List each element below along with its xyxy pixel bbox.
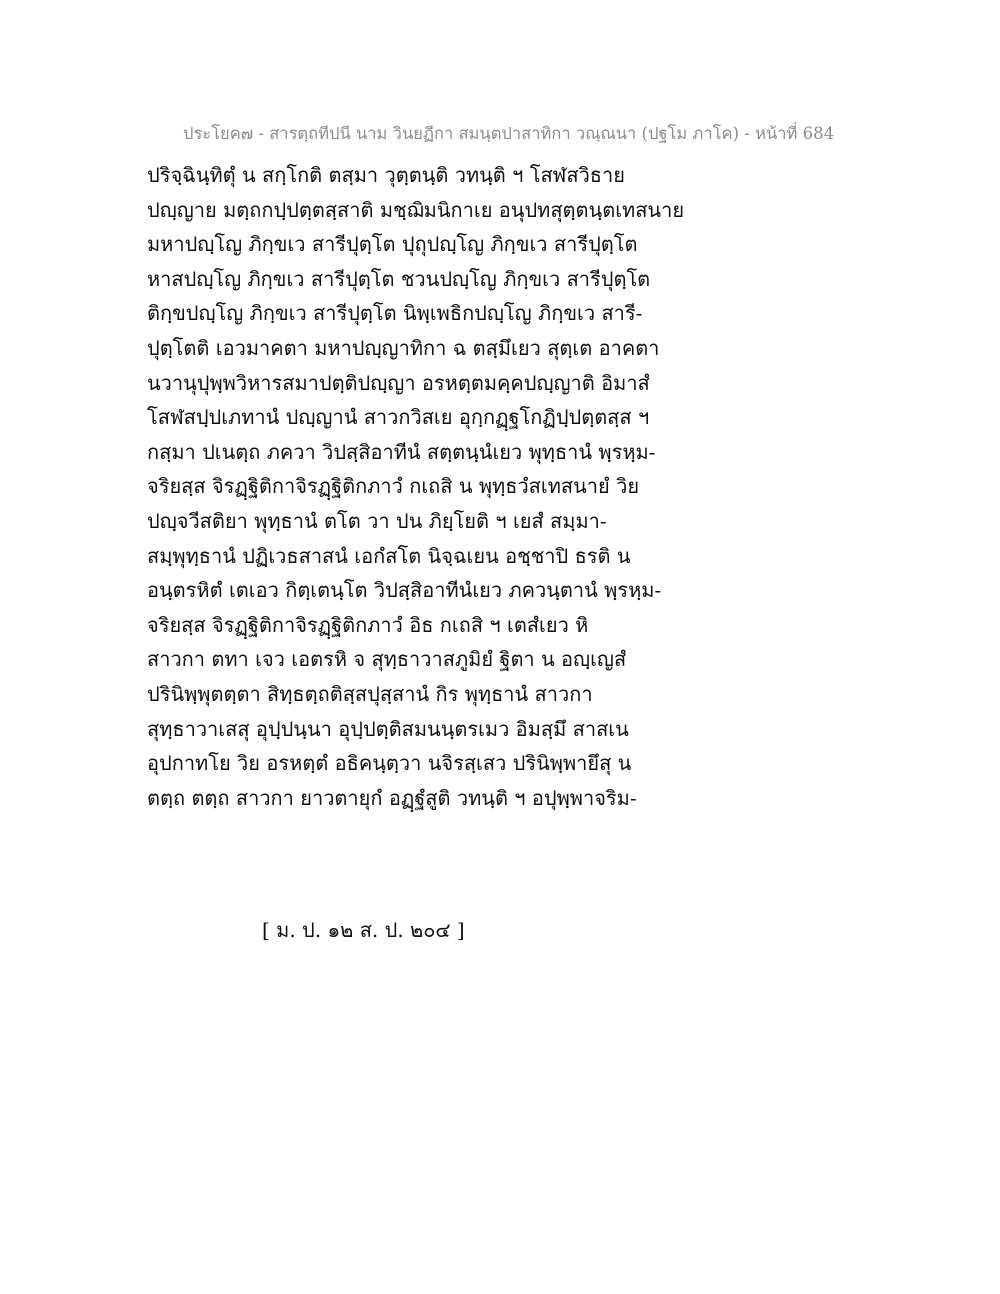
text-line: ปริจฺฉินฺทิตุํ น สกฺโกติ ตสฺมา วุตฺตนฺติ วทนฺติ ฯ โสฬสวิธาย (147, 163, 625, 187)
text-line: กสฺมา ปเนตฺถ ภควา วิปสฺสิอาทีนํ สตฺตนฺนํเยว พุทฺธานํ พฺรหฺม- (147, 439, 656, 464)
text-line: โสฬสปฺปเภทานํ ปญฺญานํ สาวกวิสเย อุกฺกฏฺฐโกฏิปฺปตฺตสฺส ฯ (147, 405, 650, 430)
text-line: มหาปญฺโญ ภิกฺขเว สารีปุตฺโต ปุถุปญฺโญ ภิกฺขเว สารีปุตฺโต (147, 232, 638, 257)
text-line: ตตฺถ ตตฺถ สาวกา ยาวตายุกํ อฏฺฐํสูติ วทนฺติ ฯ อปุพฺพาจริม- (147, 785, 637, 810)
text-line: ปญฺจวีสติยา พุทฺธานํ ตโต วา ปน ภิยฺโยติ ฯ เยสํ สมฺมา- (147, 508, 607, 533)
page-reference: [ ม. ป. ๑๒ ส. ป. ๒๐๔ ] (262, 918, 465, 942)
text-line: ปุตฺโตติ เอวมาคตา มหาปญฺญาทิกา ฉ ตสฺมึเยว สุตฺเต อาคตา (147, 335, 660, 360)
text-line: สาวกา ตทา เจว เอตรหิ จ สุทฺธาวาสภูมิยํ ฐิตา น อญฺเญสํ (147, 647, 627, 672)
text-line: ปญฺญาย มตฺถกปฺปตฺตสฺสาติ มชฺฌิมนิกาเย อนุปทสุตฺตนฺตเทสนาย (147, 197, 685, 222)
text-line: หาสปญฺโญ ภิกฺขเว สารีปุตฺโต ชวนปญฺโญ ภิกฺขเว สารีปุตฺโต (147, 266, 651, 291)
text-line: จริยสฺส จิรฏฺฐิติกาจิรฏฺฐิติกภาวํ กเถสิ น พุทฺธวํสเทสนายํ วิย (147, 474, 640, 499)
text-line: จริยสฺส จิรฏฺฐิติกาจิรฏฺฐิติกภาวํ อิธ กเถสิ ฯ เตสํเยว หิ (147, 612, 589, 637)
text-line: ติกฺขปญฺโญ ภิกฺขเว สารีปุตฺโต นิพฺเพธิกปญฺโญ ภิกฺขเว สารี- (147, 301, 643, 326)
text-line: นวานุปุพฺพวิหารสมาปตฺติปญฺญา อรหตฺตมคฺคปญฺญาติ อิมาสํ (147, 370, 650, 395)
text-line: อุปกาทโย วิย อรหตฺตํ อธิคนฺตฺวา นจิรสฺเสว ปรินิพฺพายึสุ น (147, 751, 632, 776)
text-line: ปรินิพฺพุตตฺตา สิทฺธตฺถติสฺสปุสฺสานํ กิร พุทฺธานํ สาวกา (147, 681, 593, 706)
text-line: สุทฺธาวาเสสุ อุปฺปนฺนา อุปฺปตฺติสมนนฺตรเมว อิมสฺมึ สาสเน (147, 716, 629, 741)
text-line: อนฺตรหิตํ เตเอว กิตฺเตนฺโต วิปสฺสิอาทีนํเยว ภควนฺตานํ พฺรหฺม- (147, 578, 662, 603)
running-header: ประโยค๗ - สารตฺถทีปนี นาม วินยฏีกา สมนฺตปาสาทิกา วณฺณนา (ปฐโม ภาโค) - หน้าที่ 684 (183, 124, 835, 143)
body-text (147, 158, 867, 815)
text-line: สมฺพุทฺธานํ ปฏิเวธสาสนํ เอกํสโต นิจฺฉเยน อชฺชาปิ ธรติ น (147, 543, 631, 568)
